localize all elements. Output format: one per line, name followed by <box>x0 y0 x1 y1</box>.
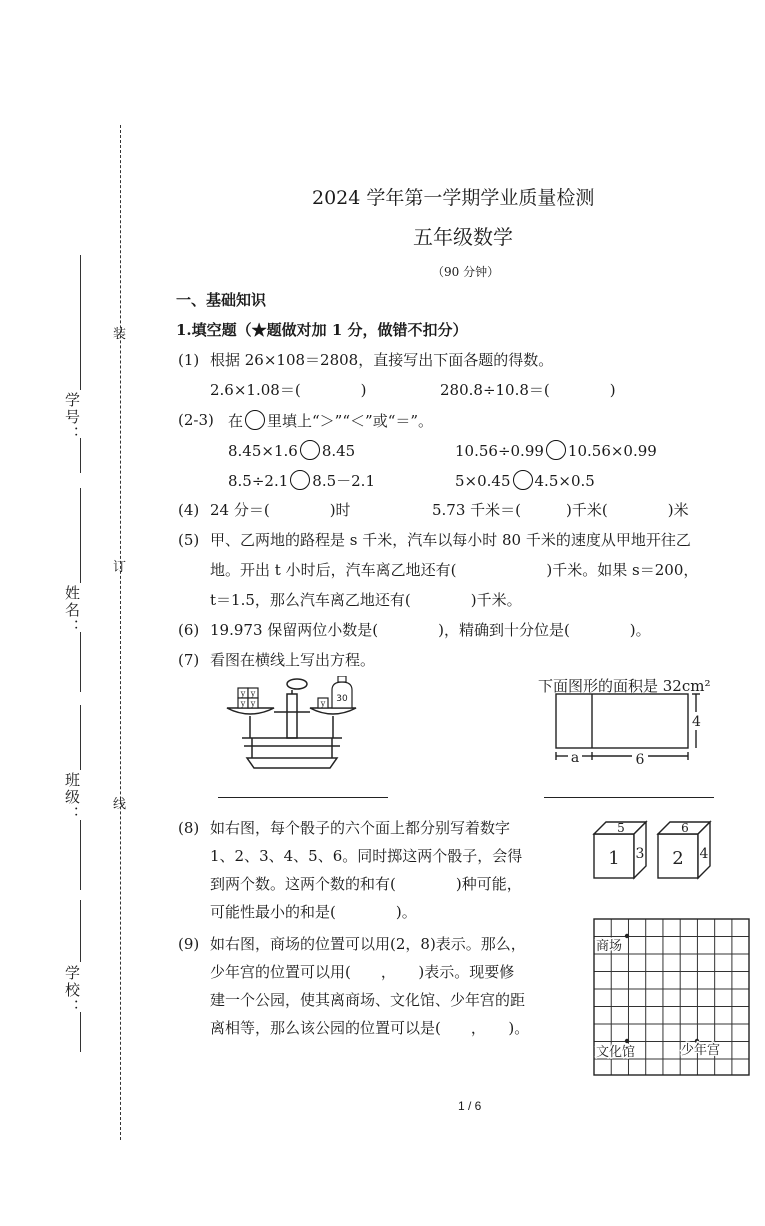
bind-mark-xian: 线 <box>113 797 127 812</box>
compare-circle-1[interactable] <box>300 440 320 460</box>
q8-line-4[interactable]: 可能性最小的和是( )。 <box>210 903 417 921</box>
equation-answer-line-2[interactable] <box>544 797 714 798</box>
q9-line-2[interactable]: 少年宫的位置可以用( ， )表示。现要修 <box>210 963 515 981</box>
q9-line-1: 如右图，商场的位置可以用(2，8)表示。那么， <box>210 935 526 953</box>
question-1-heading: 1.填空题（★题做对加 1 分，做错不扣分） <box>176 321 468 339</box>
page-number: 1 / 6 <box>458 1099 482 1113</box>
q6-text[interactable]: 19.973 保留两位小数是( )，精确到十分位是( )。 <box>210 621 651 639</box>
q5-line-1: 甲、乙两地的路程是 s 千米，汽车以每小时 80 千米的速度从甲地开往乙 <box>210 531 691 549</box>
compare-circle-2[interactable] <box>546 440 566 460</box>
compare-circle-3[interactable] <box>290 470 310 490</box>
q4-item-a[interactable]: 24 分＝( )时 <box>210 501 351 519</box>
q7-number: (7) <box>178 651 200 669</box>
q4-item-b[interactable]: 5.73 千米＝( )千米( )米 <box>432 501 689 519</box>
exam-subject: 五年级数学 <box>413 225 513 249</box>
name-line-2 <box>80 632 81 692</box>
die2-front: 2 <box>672 848 684 869</box>
q9-line-4[interactable]: 离相等，那么该公园的位置可以是( ， )。 <box>210 1019 530 1037</box>
area-caption: 下面图形的面积是 32cm² <box>538 677 711 695</box>
cube-label: y <box>240 689 246 698</box>
compare-row2-b: 5×0.45 4.5×0.5 <box>455 472 595 490</box>
q9-line-3: 建一个公园，使其离商场、文化馆、少年宫的距 <box>210 991 526 1009</box>
exam-duration: （90 分钟） <box>432 265 500 279</box>
binding-dashed-line <box>120 125 121 1140</box>
balance-scale-figure <box>222 676 362 772</box>
dim-label-6: 6 <box>635 752 645 768</box>
cube-label: y <box>250 689 256 698</box>
compare-circle-4[interactable] <box>513 470 533 490</box>
die1-side: 3 <box>635 846 645 862</box>
culture-point <box>625 1039 629 1043</box>
cube-label: y <box>320 699 326 708</box>
q23-number: (2-3) <box>178 411 214 429</box>
grid-label-youth: 少年宫 <box>681 1043 721 1058</box>
school-line-2 <box>80 1012 81 1052</box>
cube-label: y <box>250 699 256 708</box>
q1-text: 根据 26×108＝2808，直接写出下面各题的得数。 <box>210 351 554 369</box>
dim-label-a: a <box>570 750 580 766</box>
q1-number: (1) <box>178 351 200 369</box>
equation-answer-line-1[interactable] <box>218 797 388 798</box>
q5-line-3[interactable]: t＝1.5，那么汽车离乙地还有( )千米。 <box>210 591 522 609</box>
mall-point <box>625 934 629 938</box>
bind-mark-ding: 订 <box>113 560 127 575</box>
student-id-label: 学号： <box>63 392 81 443</box>
name-line[interactable] <box>80 488 81 583</box>
school-line[interactable] <box>80 900 81 962</box>
compare-circle-icon <box>245 410 265 430</box>
weight-label: 30 <box>336 694 348 704</box>
class-line[interactable] <box>80 705 81 770</box>
class-line-2 <box>80 820 81 890</box>
die2-top: 6 <box>681 821 689 835</box>
q23-text: 在 里填上“＞”“＜”或“＝”。 <box>228 412 434 430</box>
q9-number: (9) <box>178 935 200 953</box>
grid-label-culture: 文化馆 <box>596 1045 636 1060</box>
school-label: 学校： <box>63 965 81 1016</box>
dim-label-4: 4 <box>692 714 701 730</box>
q1-item-b[interactable]: 280.8÷10.8＝( ) <box>440 381 616 399</box>
die1-top: 5 <box>617 821 625 835</box>
class-label: 班级： <box>63 772 81 823</box>
q1-item-a[interactable]: 2.6×1.08＝( ) <box>210 381 367 399</box>
q5-line-2[interactable]: 地。开出 t 小时后，汽车离乙地还有( )千米。如果 s＝200， <box>210 561 699 579</box>
q8-line-1: 如右图，每个骰子的六个面上都分别写着数字 <box>210 819 511 837</box>
section-heading: 一、基础知识 <box>176 291 267 309</box>
bind-mark-zhuang: 装 <box>113 327 127 342</box>
die2-side: 4 <box>699 846 709 862</box>
student-id-line[interactable] <box>80 255 81 390</box>
position-grid-figure <box>593 918 753 1078</box>
q8-line-3[interactable]: 到两个数。这两个数的和有( )种可能， <box>210 875 522 893</box>
q8-line-2: 1、2、3、4、5、6。同时掷这两个骰子，会得 <box>210 847 523 865</box>
dice-figure <box>590 818 720 882</box>
q8-number: (8) <box>178 819 200 837</box>
compare-row2-a: 8.5÷2.1 8.5－2.1 <box>228 472 375 490</box>
grid-label-mall: 商场 <box>596 939 623 954</box>
area-rectangle-figure <box>548 690 708 768</box>
q5-number: (5) <box>178 531 200 549</box>
compare-row1-b: 10.56÷0.99 10.56×0.99 <box>455 442 657 460</box>
cube-label: y <box>240 699 246 708</box>
q7-text: 看图在横线上写出方程。 <box>210 651 376 669</box>
exam-title: 2024 学年第一学期学业质量检测 <box>312 187 595 209</box>
student-id-line-2 <box>80 438 81 473</box>
q6-number: (6) <box>178 621 200 639</box>
compare-row1-a: 8.45×1.6 8.45 <box>228 442 356 460</box>
q4-number: (4) <box>178 501 200 519</box>
die1-front: 1 <box>608 848 620 869</box>
name-label: 姓名： <box>63 585 81 636</box>
